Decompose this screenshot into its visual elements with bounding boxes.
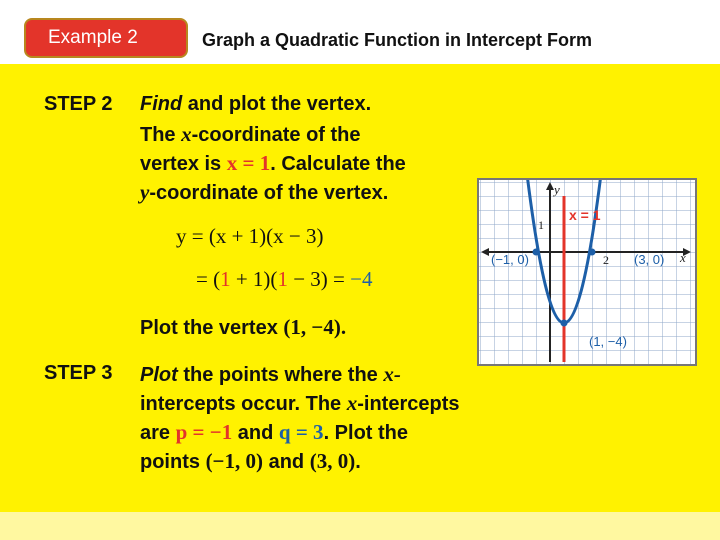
y-tick-label: 1 <box>538 218 544 232</box>
step3-line4-a: points <box>140 451 200 473</box>
graph-panel <box>477 178 697 366</box>
step2-instruction: and plot the vertex. <box>187 93 372 115</box>
left-intercept-label: (−1, 0) <box>491 252 529 267</box>
step3-verb: Plot <box>140 364 178 386</box>
eq2-a: = ( <box>196 267 221 291</box>
step2-line2 <box>140 122 361 147</box>
x-axis-label: x <box>680 250 686 265</box>
intercept-p: p = −1 <box>175 420 233 444</box>
eq2-b: 1 <box>220 267 231 291</box>
step3-line4-and: and <box>268 451 305 473</box>
eq2-result: −4 <box>350 267 373 291</box>
step2-line2-b: -coordinate of the <box>191 124 361 146</box>
x-tick-label: 2 <box>603 253 609 267</box>
step3-line3-and: and <box>237 422 274 444</box>
step3-line2-var: x <box>346 391 358 415</box>
header-bar <box>0 0 720 64</box>
plot-vertex-line <box>140 315 346 340</box>
step3-label: STEP 3 <box>44 362 113 384</box>
bottom-strip <box>0 512 720 540</box>
page-title: Graph a Quadratic Function in Intercept Form <box>202 30 593 50</box>
axis-eq-label: x = 1 <box>569 207 601 223</box>
plot-vertex-text: Plot the vertex <box>140 317 278 339</box>
step2-axis-eq: x = 1 <box>226 151 271 175</box>
step2-line3-a: vertex is <box>140 153 222 175</box>
step2-line3-b: . Calculate the <box>270 153 406 175</box>
equation-2 <box>196 267 372 292</box>
vertex-point: (1, −4). <box>283 315 347 339</box>
step2-line4-b: -coordinate of the vertex. <box>149 182 389 204</box>
step2-line1 <box>140 93 371 116</box>
step2-verb: Find <box>140 93 183 115</box>
step2-line4 <box>140 180 388 205</box>
eq2-e: − 3) = <box>287 267 351 291</box>
example-badge <box>24 18 188 58</box>
point-3-0: (3, 0) <box>309 449 356 473</box>
step3-line3-a: are <box>140 422 171 444</box>
step3-line1-rest: the points where the <box>183 364 378 386</box>
step2-line4-var: y <box>140 180 150 204</box>
intercept-point-right <box>589 249 596 256</box>
vertex-label: (1, −4) <box>589 334 627 349</box>
intercept-point-left <box>533 249 540 256</box>
y-axis-label: y <box>554 182 560 197</box>
step2-label: STEP 2 <box>44 93 113 115</box>
vertex-point-marker <box>561 320 568 327</box>
equation-1: y = (x + 1)(x − 3) <box>176 224 324 248</box>
point-neg1-0: (−1, 0) <box>205 449 264 473</box>
intercept-q: q = 3 <box>278 420 324 444</box>
step2-line2-a: The <box>140 124 176 146</box>
step2-line2-var: x <box>181 122 192 146</box>
step3-line2 <box>140 391 459 416</box>
example-badge-label: Example 2 <box>48 27 138 48</box>
step3-line1-var: x- <box>383 362 401 386</box>
eq2-c: + 1)( <box>230 267 278 291</box>
step3-line4 <box>140 449 361 474</box>
right-intercept-label: (3, 0) <box>634 252 665 267</box>
step3-line1 <box>140 362 401 387</box>
eq2-d: 1 <box>277 267 288 291</box>
parabola-graph <box>479 180 695 364</box>
step3-line4-end: . <box>355 451 361 473</box>
step3-line3 <box>140 420 408 445</box>
step3-line2-b: -intercepts <box>357 393 460 415</box>
step3-line3-b: . Plot the <box>323 422 409 444</box>
step2-line3 <box>140 151 406 176</box>
step3-line2-a: intercepts occur. The <box>140 393 342 415</box>
